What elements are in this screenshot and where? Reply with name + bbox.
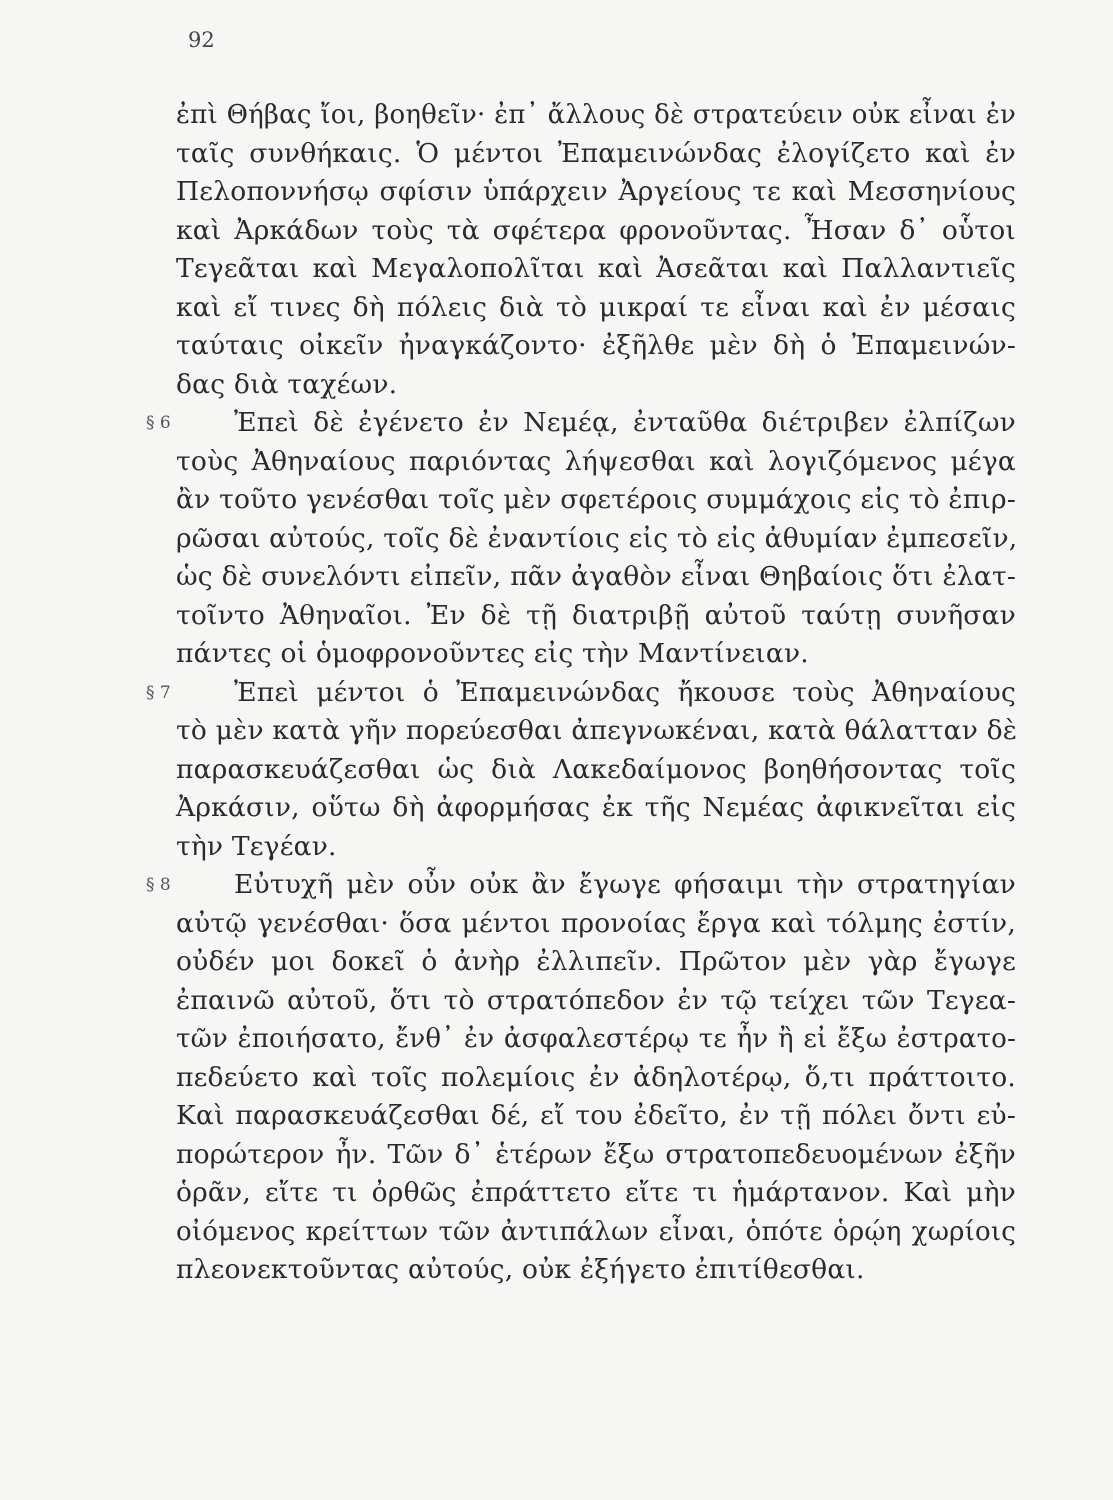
text-line: οὐδέν μοι δοκεῖ ὁ ἀνὴρ ἐλλιπεῖν. Πρῶτον μὲν γὰρ ἔγωγε — [176, 946, 1016, 977]
section-marker: § 8 — [146, 875, 171, 895]
text-line: ὁρᾶν, εἴτε τι ὀρθῶς ἐπράττετο εἴτε τι ἡμάρτανον. Καὶ μὴν — [176, 1177, 1016, 1208]
text-line: πάντες οἱ ὁμοφρονοῦντες εἰς τὴν Μαντίνειαν. — [176, 638, 809, 669]
text-line: τὸ μὲν κατὰ γῆν πορεύεσθαι ἀπεγνωκέναι, κατὰ θάλατταν δὲ — [176, 715, 1018, 746]
section-marker: § 7 — [146, 682, 171, 703]
text-line: καὶ Ἀρκάδων τοὺς τὰ σφέτερα φρονοῦντας. Ἦσαν δ᾽ οὗτοι — [176, 214, 1016, 246]
text-line: Καὶ παρασκευάζεσθαι δέ, εἴ του ἐδεῖτο, ἐν τῇ πόλει ὄντι εὐ- — [176, 1100, 1016, 1131]
text-line: Τεγεᾶται καὶ Μεγαλοπολῖται καὶ Ἀσεᾶται καὶ Παλλαντιεῖς — [176, 253, 1016, 284]
text-line: τὴν Τεγέαν. — [176, 830, 337, 862]
text-line: πλεονεκτοῦντας αὐτούς, οὐκ ἐξήγετο ἐπιτίθεσθαι. — [176, 1254, 865, 1285]
text-line: δας διὰ ταχέων. — [176, 368, 398, 400]
text-line: οἰόμενος κρείττων τῶν ἀντιπάλων εἶναι, ὁπότε ὁρῴη χωρίοις — [176, 1216, 1016, 1247]
text-line: πεδεύετο καὶ τοῖς πολεμίοις ἐν ἀδηλοτέρῳ, ὅ,τι πράττοιτο. — [176, 1061, 1016, 1093]
section-marker: § 6 — [146, 413, 171, 433]
text-line: τοὺς Ἀθηναίους παριόντας λήψεσθαι καὶ λογιζόμενος μέγα — [176, 445, 1016, 477]
text-line: τοῖντο Ἀθηναῖοι. Ἐν δὲ τῇ διατριβῇ αὐτοῦ ταύτῃ συνῆσαν — [176, 599, 1016, 631]
text-line: αὐτῷ γενέσθαι· ὅσα μέντοι προνοίας ἔργα καὶ τόλμης ἐστίν, — [176, 907, 1016, 939]
text-line: ταύταις οἰκεῖν ἠναγκάζοντο· ἐξῆλθε μὲν δὴ ὁ Ἐπαμεινών- — [176, 330, 1016, 361]
text-line: καὶ εἴ τινες δὴ πόλεις διὰ τὸ μικραί τε εἶναι καὶ ἐν μέσαις — [176, 291, 1016, 323]
text-line: Ἐπεὶ μέντοι ὁ Ἐπαμεινώνδας ἤκουσε τοὺς Ἀθηναίους — [234, 676, 1016, 708]
text-line: Εὐτυχῆ μὲν οὖν οὐκ ἂν ἔγωγε φήσαιμι τὴν στρατηγίαν — [234, 869, 1016, 900]
page-number: 92 — [188, 28, 215, 52]
text-line: ἐπὶ Θήβας ἴοι, βοηθεῖν· ἐπ᾽ ἄλλους δὲ στρατεύειν οὐκ εἶναι ἐν — [176, 100, 1016, 130]
text-line: Πελοποννήσῳ σφίσιν ὑπάρχειν Ἀργείους τε καὶ Μεσσηνίους — [176, 176, 1016, 207]
text-line: ἂν τοῦτο γενέσθαι τοῖς μὲν σφετέροις συμμάχοις εἰς τὸ ἐπιρ- — [176, 484, 1016, 515]
text-line: ρῶσαι αὐτούς, τοῖς δὲ ἐναντίοις εἰς τὸ εἰς ἀθυμίαν ἐμπεσεῖν, — [176, 522, 1018, 554]
text-line: ὡς δὲ συνελόντι εἰπεῖν, πᾶν ἀγαθὸν εἶναι Θηβαίοις ὅτι ἐλατ- — [176, 561, 1016, 592]
text-line: ταῖς συνθήκαις. Ὁ μέντοι Ἐπαμεινώνδας ἐλογίζετο καὶ ἐν — [176, 137, 1016, 169]
text-line: Ἐπεὶ δὲ ἐγένετο ἐν Νεμέᾳ, ἐνταῦθα διέτριβεν ἐλπίζων — [234, 407, 1016, 438]
text-line: παρασκευάζεσθαι ὡς διὰ Λακεδαίμονος βοηθήσοντας τοῖς — [176, 753, 1016, 785]
text-line: Ἀρκάσιν, οὕτω δὴ ἀφορμήσας ἐκ τῆς Νεμέας ἀφικνεῖται εἰς — [176, 792, 1016, 823]
text-line: πορώτερον ἦν. Τῶν δ᾽ ἑτέρων ἔξω στρατοπεδευομένων ἐξῆν — [176, 1138, 1016, 1170]
text-line: τῶν ἐποιήσατο, ἔνθ᾽ ἐν ἀσφαλεστέρῳ τε ἦν ἢ εἰ ἔξω ἐστρατο- — [176, 1024, 1016, 1054]
text-line: ἐπαινῶ αὐτοῦ, ὅτι τὸ στρατόπεδον ἐν τῷ τείχει τῶν Τεγεα- — [176, 984, 1016, 1016]
